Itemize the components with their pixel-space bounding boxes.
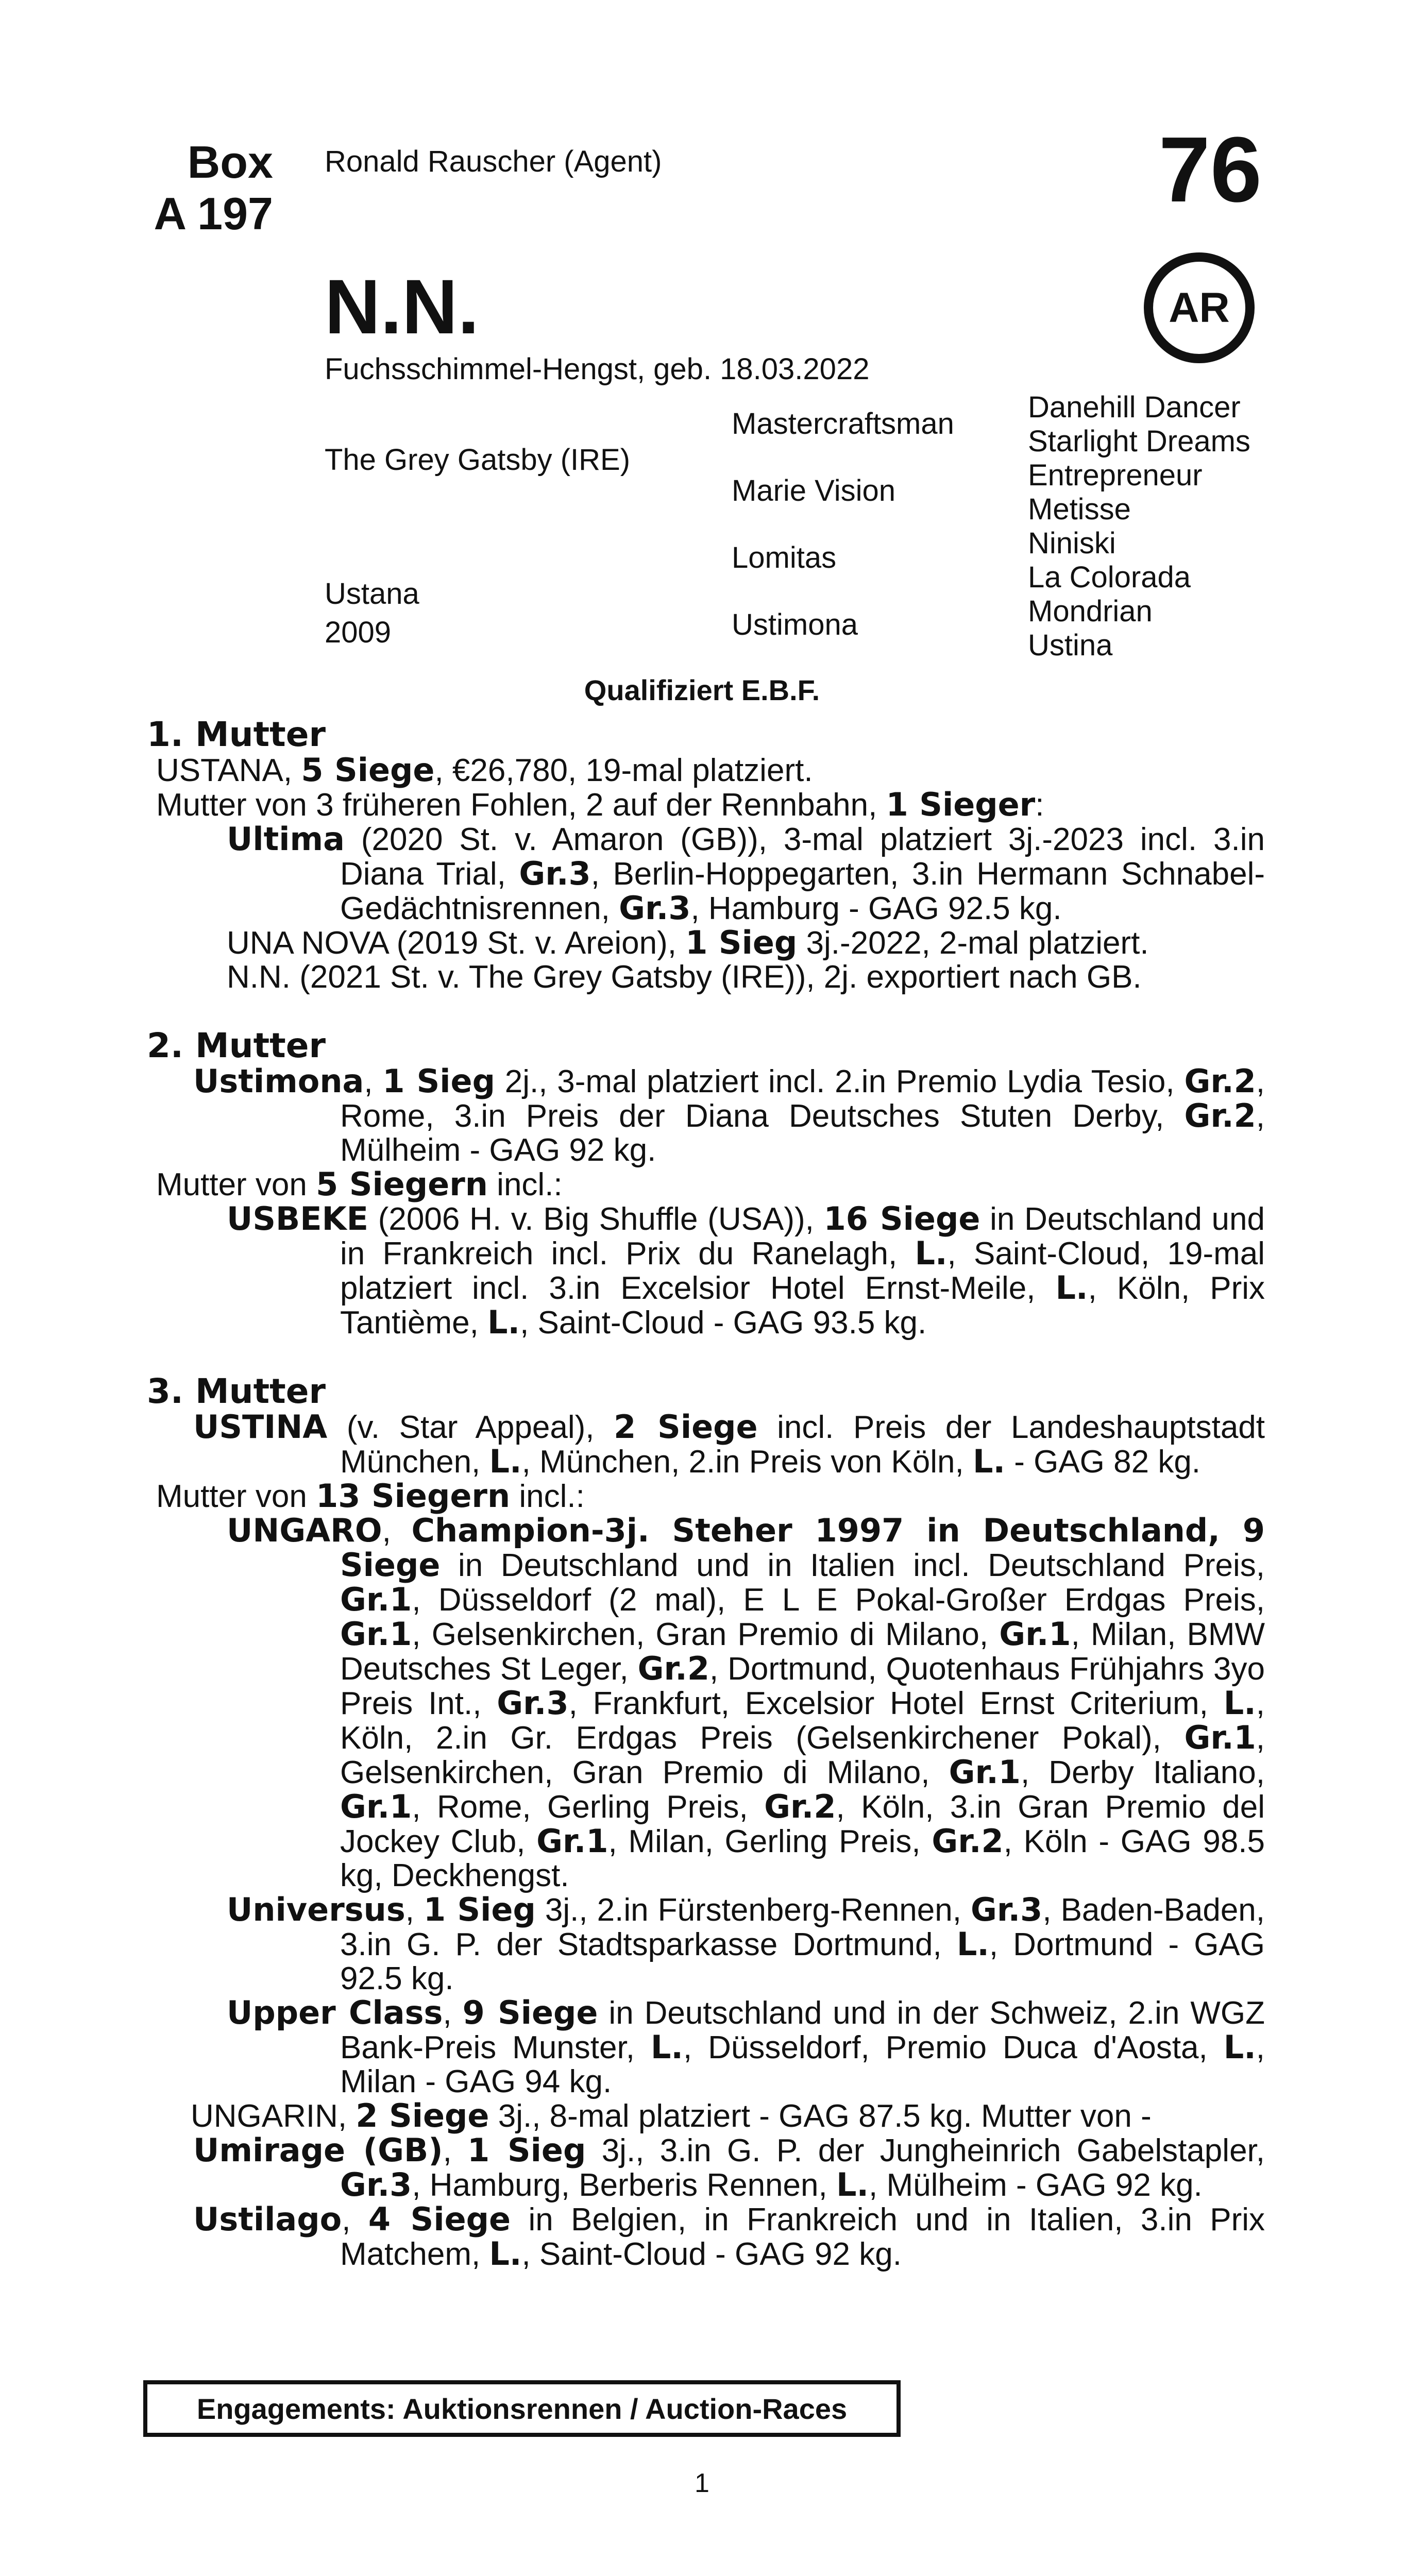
pedigree-great-grandparents xyxy=(1028,391,1250,663)
pedigree-entry xyxy=(147,1167,1265,1202)
pedigree-entry xyxy=(147,2133,1265,2202)
text-run: , Frankfurt, Excelsior Hotel Ernst Criterium, xyxy=(568,1686,1224,1721)
text-run: , Köln, 3.in Gran Premio del Jockey Club, xyxy=(340,1789,1265,1859)
dam-section-heading: 3. Mutter xyxy=(147,1371,326,1411)
text-run: , Dortmund, Quotenhaus Frühjahrs 3yo Preis Int., xyxy=(340,1651,1265,1721)
text-run: in Deutschland und in Frankreich incl. Prix du Ranelagh, xyxy=(340,1201,1265,1272)
text-run: N.N. (2021 St. v. The Grey Gatsby (IRE)), 2j. exportiert nach GB. xyxy=(227,959,1142,995)
pedigree-entry xyxy=(147,788,1265,822)
bold-text: Gr.3 xyxy=(619,889,691,927)
pedigree-grandparent: Ustimona xyxy=(732,608,858,641)
lot-number: 76 xyxy=(1158,118,1262,222)
qualification: Qualifiziert E.B.F. xyxy=(584,674,820,706)
bold-text: Gr.1 xyxy=(1184,1719,1256,1756)
pedigree-entry xyxy=(147,753,1265,788)
bold-text: L. xyxy=(956,1925,989,1963)
box-number-block xyxy=(144,137,273,240)
text-run: , xyxy=(382,1513,412,1549)
text-run: Mutter von 3 früheren Fohlen, 2 auf der Rennbahn, xyxy=(156,787,886,823)
text-run: , Gelsenkirchen, Gran Premio di Milano, xyxy=(412,1617,1000,1652)
pedigree-entry xyxy=(147,1996,1265,2099)
text-run: in Belgien, in Frankreich und in Italien, 3.in Prix Matchem, xyxy=(340,2202,1265,2272)
bold-text: 4 Siege xyxy=(368,2200,511,2238)
bold-text: Gr.3 xyxy=(971,1891,1043,1928)
text-run: , Berlin-Hoppegarten, 3.in Hermann Schnabel-Gedächtnisrennen, xyxy=(340,856,1265,926)
text-run: , Rome, Gerling Preis, xyxy=(412,1789,765,1825)
pedigree-entry xyxy=(147,926,1265,960)
text-run: , Baden-Baden, 3.in G. P. der Stadtsparkasse Dortmund, xyxy=(340,1892,1265,1962)
bold-text: 9 Siege xyxy=(462,1994,598,2031)
bold-text: Gr.1 xyxy=(340,1581,412,1618)
bold-text: 16 Siege xyxy=(823,1200,980,1238)
text-run: , Gelsenkirchen, Gran Premio di Milano, xyxy=(340,1720,1265,1790)
dam-section-heading: 2. Mutter xyxy=(147,1026,326,1065)
text-run: , Mülheim - GAG 92 kg. xyxy=(340,1098,1265,1168)
bold-text: Champion-3j. Steher 1997 in Deutschland, 9 Siege xyxy=(340,1512,1265,1584)
text-run: Mutter von xyxy=(156,1167,316,1202)
text-run: , Köln - GAG 98.5 kg, Deckhengst. xyxy=(340,1824,1265,1893)
text-run: , xyxy=(443,2133,468,2168)
text-run: UNGARIN, xyxy=(191,2098,356,2134)
bold-text: L. xyxy=(1223,2028,1256,2066)
text-run: , xyxy=(443,1995,463,2031)
pedigree-sire: The Grey Gatsby (IRE) xyxy=(325,443,631,477)
bold-text: 5 Siegern xyxy=(316,1165,488,1203)
bold-text: L. xyxy=(1223,1684,1256,1722)
pedigree-dam: Ustana xyxy=(325,577,419,611)
bold-text: 2 Siege xyxy=(356,2097,489,2134)
bold-text: 1 Sieg xyxy=(382,1062,495,1100)
bold-text: Gr.3 xyxy=(340,2166,412,2204)
text-run: , Mülheim - GAG 92 kg. xyxy=(869,2167,1203,2203)
text-run: , Saint-Cloud, 19-mal platziert incl. 3.in Excelsior Hotel Ernst-Meile, xyxy=(340,1236,1265,1306)
pedigree-great-grandparent: Danehill Dancer xyxy=(1028,391,1241,424)
box-label: Box xyxy=(187,137,273,188)
bold-text: Gr.3 xyxy=(519,855,591,892)
bold-text: 1 Sieg xyxy=(685,924,798,961)
bold-text: Gr.1 xyxy=(949,1753,1021,1791)
pedigree-entry xyxy=(147,960,1265,994)
text-run: - GAG 82 kg. xyxy=(1005,1444,1201,1480)
text-run: , Köln, Prix Tantième, xyxy=(340,1270,1265,1341)
bold-text: 13 Siegern xyxy=(316,1477,511,1515)
bold-text: 1 Sieger xyxy=(886,786,1036,823)
bold-text: L. xyxy=(489,1443,522,1480)
agent-name: Ronald Rauscher (Agent) xyxy=(325,145,662,178)
bold-text: L. xyxy=(489,2235,522,2273)
text-run: , Milan, BMW Deutsches St Leger, xyxy=(340,1617,1265,1687)
text-run: 3j., 2.in Fürstenberg-Rennen, xyxy=(535,1892,971,1928)
bold-text: L. xyxy=(915,1234,948,1272)
text-run: , xyxy=(364,1064,383,1099)
pedigree-great-grandparent: Entrepreneur xyxy=(1028,459,1203,492)
ar-badge-label: AR xyxy=(1169,284,1230,331)
text-run: , Hamburg, Berberis Rennen, xyxy=(412,2167,836,2203)
bold-text: Gr.1 xyxy=(999,1615,1071,1653)
text-run: , €26,780, 19-mal platziert. xyxy=(434,753,813,788)
bold-text: Umirage (GB) xyxy=(193,2131,443,2169)
bold-text: L. xyxy=(836,2166,869,2204)
bold-text: Gr.1 xyxy=(340,1788,412,1825)
bold-text: USTINA xyxy=(193,1408,328,1446)
pedigree-grandparent: Lomitas xyxy=(732,541,837,574)
text-run: USTANA, xyxy=(156,753,301,788)
bold-text: L. xyxy=(1055,1269,1088,1307)
text-run: , Rome, 3.in Preis der Diana Deutsches Stuten Derby, xyxy=(340,1064,1265,1134)
pedigree-great-grandparent: Metisse xyxy=(1028,493,1131,526)
pedigree-dam-year: 2009 xyxy=(325,616,392,649)
text-run: , xyxy=(342,2202,368,2238)
text-run: , Milan, Gerling Preis, xyxy=(608,1824,932,1859)
horse-name: N.N. xyxy=(325,263,479,350)
bold-text: Gr.1 xyxy=(536,1822,608,1860)
pedigree-grandparent: Mastercraftsman xyxy=(732,407,954,440)
bold-text: USBEKE xyxy=(227,1200,369,1238)
bold-text: UNGARO xyxy=(227,1512,382,1549)
pedigree-entry xyxy=(147,1893,1265,1996)
pedigree-great-grandparent: Starlight Dreams xyxy=(1028,425,1250,458)
bold-text: 1 Sieg xyxy=(467,2131,586,2169)
text-run: (2020 St. v. Amaron (GB)), 3-mal platziert 3j.-2023 incl. 3.in Diana Trial, xyxy=(340,822,1265,892)
text-run: , Köln, 2.in Gr. Erdgas Preis (Gelsenkirchener Pokal), xyxy=(340,1686,1265,1756)
text-run: , Hamburg - GAG 92.5 kg. xyxy=(690,891,1062,926)
text-run: , Saint-Cloud - GAG 92 kg. xyxy=(521,2236,902,2272)
pedigree-entry xyxy=(147,2099,1265,2133)
bold-text: L. xyxy=(972,1443,1005,1480)
dam-section xyxy=(147,1027,1265,1340)
text-run: incl.: xyxy=(510,1479,585,1514)
female-line-content xyxy=(147,716,1265,2304)
dam-section-heading: 1. Mutter xyxy=(147,715,326,754)
text-run: incl. Preis der Landeshauptstadt München, xyxy=(340,1410,1265,1480)
box-number: A 197 xyxy=(154,188,273,239)
text-run: , Düsseldorf, Premio Duca d'Aosta, xyxy=(683,2030,1224,2065)
text-run: , Derby Italiano, xyxy=(1020,1755,1265,1790)
pedigree-entry xyxy=(147,1479,1265,1514)
bold-text: 5 Siege xyxy=(301,751,435,789)
bold-text: Ultima xyxy=(227,820,345,858)
page-number: 1 xyxy=(695,2468,709,2498)
pedigree-entry xyxy=(147,822,1265,926)
text-run: Mutter von xyxy=(156,1479,316,1514)
bold-text: Gr.2 xyxy=(1184,1062,1256,1100)
pedigree-great-grandparent: Niniski xyxy=(1028,527,1116,560)
bold-text: Gr.2 xyxy=(764,1788,836,1825)
text-run: in Deutschland und in der Schweiz, 2.in WGZ Bank-Preis Munster, xyxy=(340,1995,1265,2065)
pedigree-grandparent: Marie Vision xyxy=(732,474,896,507)
bold-text: Gr.2 xyxy=(637,1650,709,1687)
text-run: , Dortmund - GAG 92.5 kg. xyxy=(340,1927,1265,1996)
horse-description: Fuchsschimmel-Hengst, geb. 18.03.2022 xyxy=(325,352,870,386)
text-run: : xyxy=(1035,787,1044,823)
text-run: 3j., 8-mal platziert - GAG 87.5 kg. Mutter von - xyxy=(489,2098,1152,2134)
bold-text: L. xyxy=(650,2028,683,2066)
pedigree-entry xyxy=(147,1202,1265,1340)
bold-text: Gr.2 xyxy=(1184,1097,1256,1134)
text-run: (v. Star Appeal), xyxy=(327,1410,614,1445)
text-run: in Deutschland und in Italien incl. Deutschland Preis, xyxy=(440,1548,1265,1583)
bold-text: Upper Class xyxy=(227,1994,443,2031)
text-run: 3j.-2022, 2-mal platziert. xyxy=(797,925,1149,961)
text-run: , xyxy=(405,1892,424,1928)
text-run: , Saint-Cloud - GAG 93.5 kg. xyxy=(520,1305,927,1341)
bold-text: Ustilago xyxy=(193,2200,342,2238)
bold-text: L. xyxy=(487,1303,520,1341)
text-run: 2j., 3-mal platziert incl. 2.in Premio Lydia Tesio, xyxy=(495,1064,1185,1099)
engagements-box xyxy=(143,2380,901,2437)
bold-text: 2 Siege xyxy=(614,1408,758,1446)
bold-text: Gr.2 xyxy=(932,1822,1004,1860)
ar-badge xyxy=(1144,252,1255,363)
text-run: UNA NOVA (2019 St. v. Areion), xyxy=(227,925,686,961)
bold-text: 1 Sieg xyxy=(424,1891,536,1928)
pedigree-entry xyxy=(147,1514,1265,1893)
bold-text: Gr.3 xyxy=(497,1684,569,1722)
bold-text: Gr.1 xyxy=(340,1615,412,1653)
engagements-label: Engagements: Auktionsrennen / Auction-Races xyxy=(196,2392,848,2425)
bold-text: Universus xyxy=(227,1891,405,1928)
text-run: (2006 H. v. Big Shuffle (USA)), xyxy=(368,1201,824,1237)
pedigree-great-grandparent: Mondrian xyxy=(1028,595,1153,628)
dam-section xyxy=(147,716,1265,994)
pedigree-entry xyxy=(147,1064,1265,1167)
text-run: incl.: xyxy=(487,1167,563,1202)
text-run: , München, 2.in Preis von Köln, xyxy=(521,1444,973,1480)
text-run: , Milan - GAG 94 kg. xyxy=(340,2030,1265,2099)
pedigree-great-grandparent: Ustina xyxy=(1028,629,1113,662)
dam-section xyxy=(147,1373,1265,2272)
text-run: , Düsseldorf (2 mal), E L E Pokal-Großer Erdgas Preis, xyxy=(412,1582,1265,1618)
pedigree-entry xyxy=(147,1410,1265,1479)
pedigree-entry xyxy=(147,2202,1265,2272)
bold-text: Ustimona xyxy=(193,1062,364,1100)
pedigree-great-grandparent: La Colorada xyxy=(1028,561,1191,594)
text-run: 3j., 3.in G. P. der Jungheinrich Gabelstapler, xyxy=(586,2133,1265,2168)
